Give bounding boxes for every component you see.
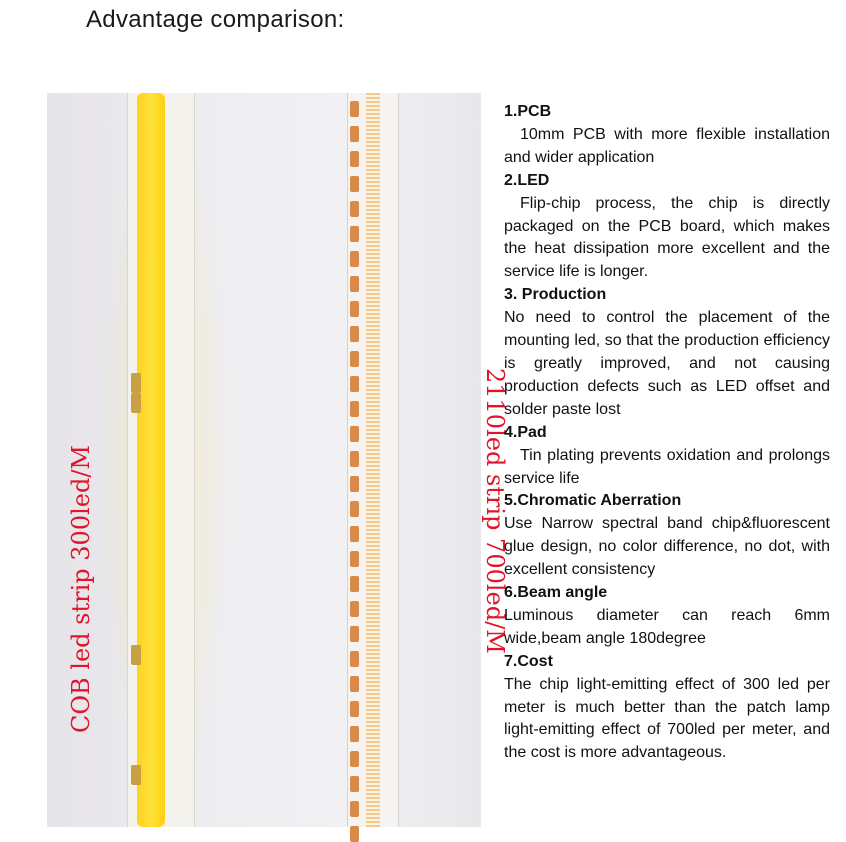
- cob-solder-pad: [131, 765, 141, 785]
- smd-resistor: [350, 526, 359, 542]
- smd-resistor: [350, 651, 359, 667]
- smd-resistor: [350, 351, 359, 367]
- section-body: Use Narrow spectral band chip&fluorescent glue design, no color difference, no dot, with excellent consistency: [504, 515, 830, 579]
- smd-resistor: [350, 476, 359, 492]
- smd-resistor: [350, 301, 359, 317]
- smd-resistor: [350, 751, 359, 767]
- section-heading: 3. Production: [504, 286, 607, 304]
- smd-resistor: [350, 251, 359, 267]
- section-production: [504, 284, 830, 421]
- smd-resistor: [350, 101, 359, 117]
- section-heading: 1.PCB: [504, 103, 552, 120]
- smd-resistor: [350, 426, 359, 442]
- smd-resistor: [350, 551, 359, 567]
- cob-strip-label: COB led strip 300led/M: [67, 445, 95, 733]
- section-cost: [504, 651, 830, 766]
- smd-resistor: [350, 601, 359, 617]
- smd-resistor: [350, 776, 359, 792]
- cob-solder-pad: [131, 373, 141, 393]
- smd-resistor: [350, 151, 359, 167]
- advantage-list: [504, 101, 830, 765]
- smd-resistor: [350, 451, 359, 467]
- section-body: Luminous diameter can reach 6mm wide,beam angle 180degree: [504, 606, 830, 647]
- cob-light-line: [137, 93, 165, 827]
- section-pad: [504, 422, 830, 491]
- smd-resistor: [350, 226, 359, 242]
- section-body: No need to control the placement of the mounting led, so that the production efficiency is greatly improved, and not causing production defects such as LED offset and solder paste lost: [504, 309, 830, 418]
- smd-resistor: [350, 501, 359, 517]
- smd-resistor: [350, 326, 359, 342]
- section-body: Flip-chip process, the chip is directly packaged on the PCB board, which makes the heat dissipation more excellent and the service life is longer.: [504, 194, 830, 281]
- cob-solder-pad: [131, 393, 141, 413]
- section-heading: 4.Pad: [504, 423, 547, 441]
- smd-resistor: [350, 701, 359, 717]
- smd-resistor: [350, 626, 359, 642]
- smd-resistor: [350, 801, 359, 817]
- smd-resistor: [350, 401, 359, 417]
- section-beam-angle: [504, 582, 830, 651]
- page-title: Advantage comparison:: [86, 6, 345, 33]
- cob-solder-pad: [131, 645, 141, 665]
- smd-resistor: [350, 726, 359, 742]
- product-photo: [47, 93, 509, 827]
- smd-resistor: [350, 576, 359, 592]
- section-pcb: [504, 101, 830, 170]
- smd-resistor: [350, 676, 359, 692]
- section-heading: 6.Beam angle: [504, 584, 608, 602]
- smd-resistor: [350, 376, 359, 392]
- section-led: [504, 170, 830, 285]
- section-heading: 5.Chromatic Aberration: [504, 492, 682, 510]
- section-body: The chip light-emitting effect of 300 led per meter is much better than the patch lamp light-emitting effect of 700led per meter, and the cost is more advantageous.: [504, 675, 830, 762]
- section-body: Tin plating prevents oxidation and prolongs service life: [504, 446, 830, 487]
- smd-strip-label: 2110led strip 700led/M: [481, 368, 509, 654]
- smd-resistor: [350, 826, 359, 842]
- section-chromatic-aberration: [504, 490, 830, 582]
- smd-resistor: [350, 176, 359, 192]
- smd-resistor: [350, 126, 359, 142]
- smd-resistor: [350, 276, 359, 292]
- section-body: 10mm PCB with more flexible installation and wider application: [504, 125, 830, 166]
- section-heading: 2.LED: [504, 171, 550, 189]
- section-heading: 7.Cost: [504, 652, 553, 670]
- smd-resistor: [350, 201, 359, 217]
- smd-led-row: [366, 93, 380, 827]
